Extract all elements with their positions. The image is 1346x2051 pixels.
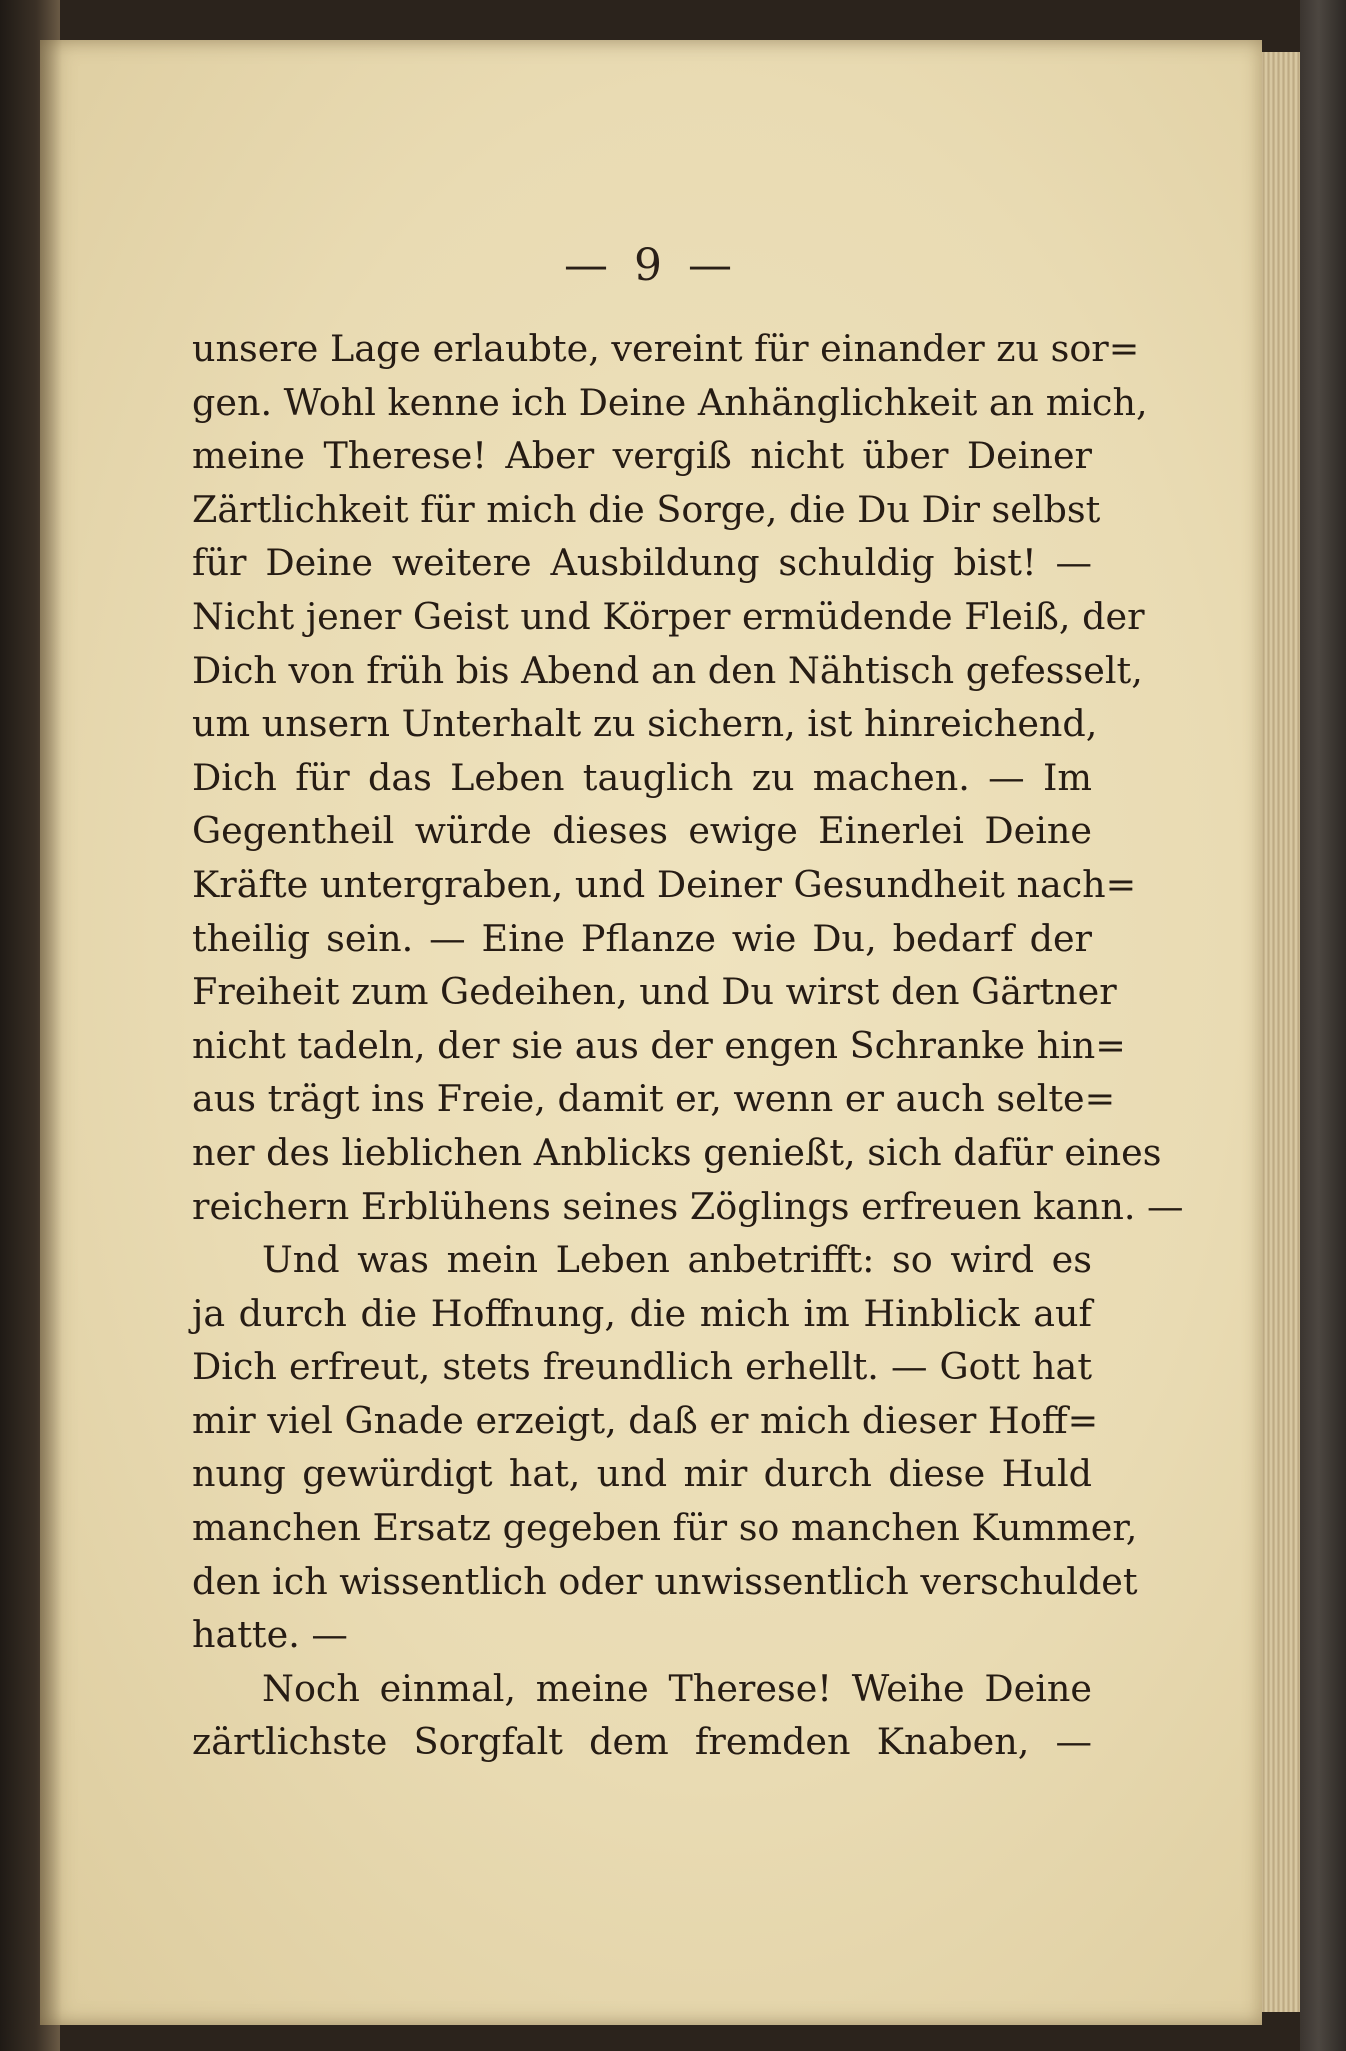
text-line: hatte. —: [192, 1613, 348, 1657]
text-line: Kräfte untergraben, und Deiner Gesundheit nach=: [192, 862, 1137, 906]
gutter-shadow: [40, 40, 62, 2025]
text-line: Nicht jener Geist und Körper ermüdende Fleiß, der: [192, 594, 1145, 638]
page-edges: [1258, 52, 1300, 2012]
book-page: [40, 40, 1262, 2025]
text-line: den ich wissentlich oder unwissentlich verschuldet: [192, 1559, 1138, 1603]
text-line: nicht tadeln, der sie aus der engen Schranke hin=: [192, 1023, 1126, 1067]
text-line: um unsern Unterhalt zu sichern, ist hinreichend,: [192, 702, 1098, 746]
text-line: unsere Lage erlaubte, vereint für einander zu sor=: [192, 327, 1140, 370]
text-line: theilig sein. — Eine Pflanze wie Du, bedarf der: [192, 916, 1092, 960]
text-line: Zärtlichkeit für mich die Sorge, die Du Dir selbst: [192, 487, 1101, 531]
text-line: Freiheit zum Gedeihen, und Du wirst den Gärtner: [192, 970, 1117, 1014]
text-line: manchen Ersatz gegeben für so manchen Kummer,: [192, 1506, 1138, 1550]
page-number: — 9 —: [564, 240, 738, 291]
text-line: Gegentheil würde dieses ewige Einerlei Deine: [192, 809, 1092, 853]
text-line: mir viel Gnade erzeigt, daß er mich dieser Hoff=: [192, 1398, 1099, 1442]
text-line: gen. Wohl kenne ich Deine Anhänglichkeit an mich,: [192, 380, 1148, 424]
text-line: ner des lieblichen Anblicks genießt, sich dafür eines: [192, 1130, 1162, 1174]
text-line: aus trägt ins Freie, damit er, wenn er auch selte=: [192, 1077, 1116, 1121]
body-text: [192, 322, 1184, 1769]
book-cover-board: [1300, 0, 1346, 2051]
text-line: Und was mein Leben anbetrifft: so wird es: [262, 1238, 1092, 1282]
text-line: nung gewürdigt hat, und mir durch diese Huld: [192, 1452, 1092, 1496]
text-line: Dich erfreut, stets freundlich erhellt. — Gott hat: [192, 1345, 1092, 1389]
text-line: meine Therese! Aber vergiß nicht über Deiner: [192, 434, 1092, 478]
text-line: für Deine weitere Ausbildung schuldig bist! —: [192, 541, 1092, 585]
text-line: reichern Erblühens seines Zöglings erfreuen kann. —: [192, 1184, 1184, 1228]
text-line: Noch einmal, meine Therese! Weihe Deine: [262, 1666, 1092, 1710]
text-line: ja durch die Hoffnung, die mich im Hinblick auf: [192, 1291, 1092, 1335]
text-line: Dich von früh bis Abend an den Nähtisch gefesselt,: [192, 648, 1143, 692]
text-line: zärtlichste Sorgfalt dem fremden Knaben, —: [192, 1720, 1092, 1764]
text-line: Dich für das Leben tauglich zu machen. — Im: [192, 755, 1092, 799]
